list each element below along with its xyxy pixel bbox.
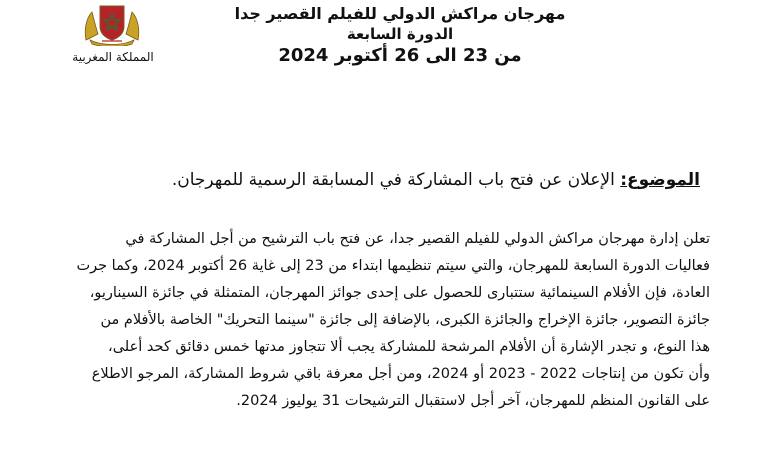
moroccan-coat-of-arms-icon xyxy=(80,0,144,46)
festival-edition: الدورة السابعة xyxy=(346,25,454,43)
announcement-body xyxy=(60,226,710,415)
body-line: تعلن إدارة مهرجان مراكش الدولي للفيلم القصير جدا، عن فتح باب الترشيح من أجل المشاركة في xyxy=(125,231,710,247)
subject-text: الإعلان عن فتح باب المشاركة في المسابقة الرسمية للمهرجان. xyxy=(171,170,615,190)
subject-line xyxy=(60,170,700,190)
body-line: جائزة التصوير، جائزة الإخراج والجائزة الكبرى، بالإضافة إلى جائزة "سينما التحريك" الخاصة بالأفلام من xyxy=(100,312,710,328)
body-line: على القانون المنظم للمهرجان، آخر أجل لاستقبال الترشيحات 31 يوليوز 2024. xyxy=(236,393,710,409)
festival-dates: من 23 الى 26 أكتوبر 2024 xyxy=(278,45,522,66)
country-label: المملكة المغربية xyxy=(72,50,154,64)
body-line: هذا النوع، و تجدر الإشارة أن الأفلام المرشحة للمشاركة يجب ألا تتجاوز مدتها خمس دقائق كحد أعلى، xyxy=(108,339,710,355)
body-line: العادة، فإن الأفلام السينمائية ستتبارى للحصول على إحدى جوائز المهرجان، المتمثلة في جائزة السيناريو، xyxy=(89,285,710,301)
body-line: وأن تكون من إنتاجات 2022 - 2023 أو 2024، ومن أجل معرفة باقي شروط المشاركة، المرجو الاطلاع xyxy=(91,366,710,382)
subject-label: الموضوع: xyxy=(620,170,700,190)
festival-name: مهرجان مراكش الدولي للفيلم القصير جدا xyxy=(234,4,566,23)
body-line: فعاليات الدورة السابعة للمهرجان، والتي سيتم تنظيمها ابتداء من 23 إلى غاية 26 أكتوبر 2024، وكما جرت xyxy=(76,258,710,274)
letter-header xyxy=(210,4,590,68)
